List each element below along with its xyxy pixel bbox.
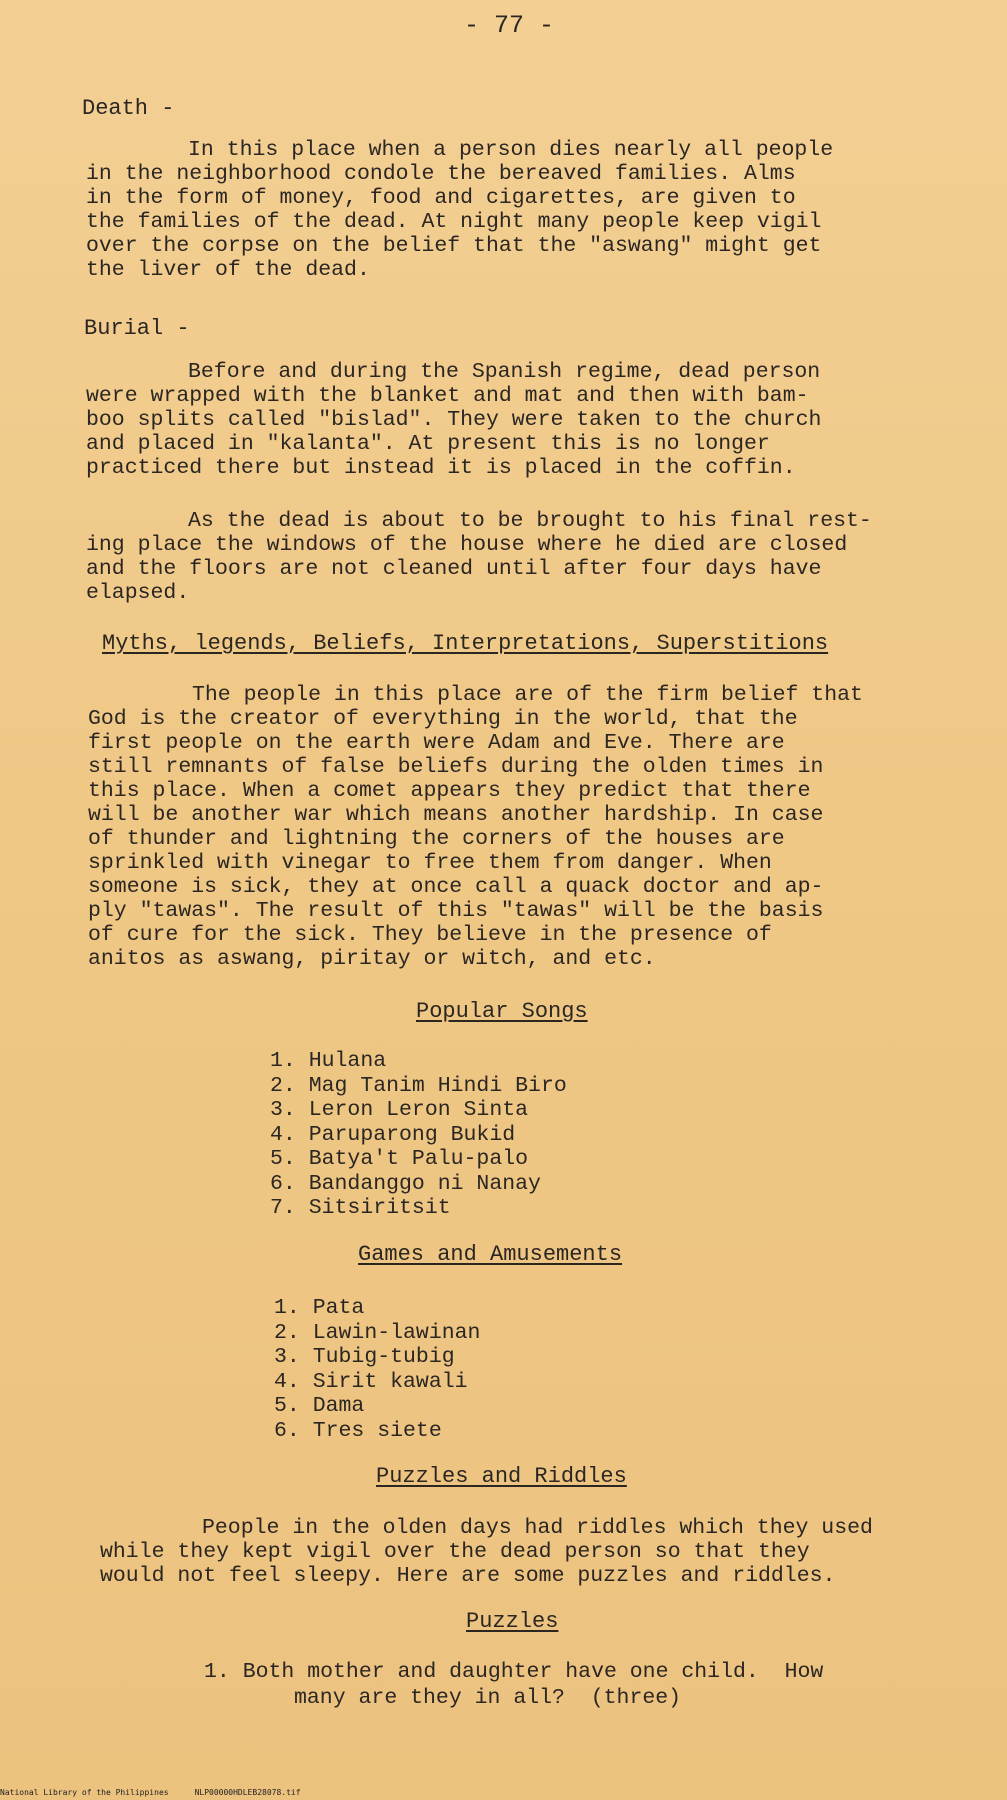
puzzle-item-1-line-1: 1. Both mother and daughter have one child. How (204, 1660, 824, 1684)
list-item: 6. Bandanggo ni Nanay (270, 1171, 541, 1196)
list-item: 7. Sitsiritsit (270, 1196, 451, 1220)
paragraph-burial-1: Before and during the Spanish regime, dead person were wrapped with the blanket and mat and then with bam- boo splits called "bislad". They were taken to the church and placed in "kalanta". At present this is no longer practiced there but instead it is placed in the coffin. (86, 360, 822, 480)
list-item: 5. Batya't Palu-palo (270, 1147, 529, 1171)
list-item: 1. Pata (274, 1296, 365, 1320)
popular-songs-list (270, 1049, 567, 1221)
list-item: 4. Sirit kawali (274, 1369, 468, 1394)
heading-puzzles: Puzzles (466, 1609, 559, 1634)
list-item: 2. Mag Tanim Hindi Biro (270, 1073, 567, 1098)
puzzle-item-1-line-2: many are they in all? (three) (294, 1686, 682, 1710)
list-item: 1. Hulana (270, 1049, 387, 1073)
heading-puzzles-riddles: Puzzles and Riddles (376, 1464, 627, 1489)
heading-burial: Burial - (84, 316, 190, 341)
heading-games: Games and Amusements (358, 1242, 623, 1267)
list-item: 3. Tubig-tubig (274, 1345, 455, 1369)
paragraph-death: In this place when a person dies nearly all people in the neighborhood condole the bereaved families. Alms in the form of money, food and cigarettes, are given to the families of the dead. At night many people keep vigil over the corpse on the belief that the "aswang" might get the liver of the dead. (86, 138, 834, 282)
heading-myths: Myths, legends, Beliefs, Interpretations, Superstitions (102, 631, 829, 656)
list-item: 4. Paruparong Bukid (270, 1122, 516, 1147)
list-item: 3. Leron Leron Sinta (270, 1098, 529, 1122)
footer-filename: NLP00000HDLEB28078.tif (194, 1788, 301, 1797)
games-list (274, 1296, 480, 1443)
list-item: 2. Lawin-lawinan (274, 1320, 481, 1345)
scan-footer (0, 1788, 327, 1797)
list-item: 6. Tres siete (274, 1418, 442, 1443)
heading-popular-songs: Popular Songs (416, 999, 588, 1024)
page-number: - 77 - (464, 11, 555, 40)
heading-death: Death - (82, 96, 175, 121)
footer-library: National Library of the Philippines (0, 1788, 169, 1797)
paragraph-burial-2: As the dead is about to be brought to his final rest- ing place the windows of the house where he died are closed and the floors are not cleaned until after four days have elapsed. (86, 509, 872, 605)
paragraph-riddles: People in the olden days had riddles which they used while they kept vigil over the dead person so that they would not feel sleepy. Here are some puzzles and riddles. (100, 1516, 873, 1588)
list-item: 5. Dama (274, 1394, 365, 1418)
paragraph-myths: The people in this place are of the firm belief that God is the creator of everything in the world, that the first people on the earth were Adam and Eve. There are still remnants of false beliefs during the olden times in this place. When a comet appears they predict that there will be another war which means another hardship. In case of thunder and lightning the corners of the houses are sprinkled with vinegar to free them from danger. When someone is sick, they at once call a quack doctor and ap- ply "tawas". The result of this "tawas" will be the basis of cure for the sick. They believe in the presence of anitos as aswang, piritay or witch, and etc. (88, 683, 863, 971)
